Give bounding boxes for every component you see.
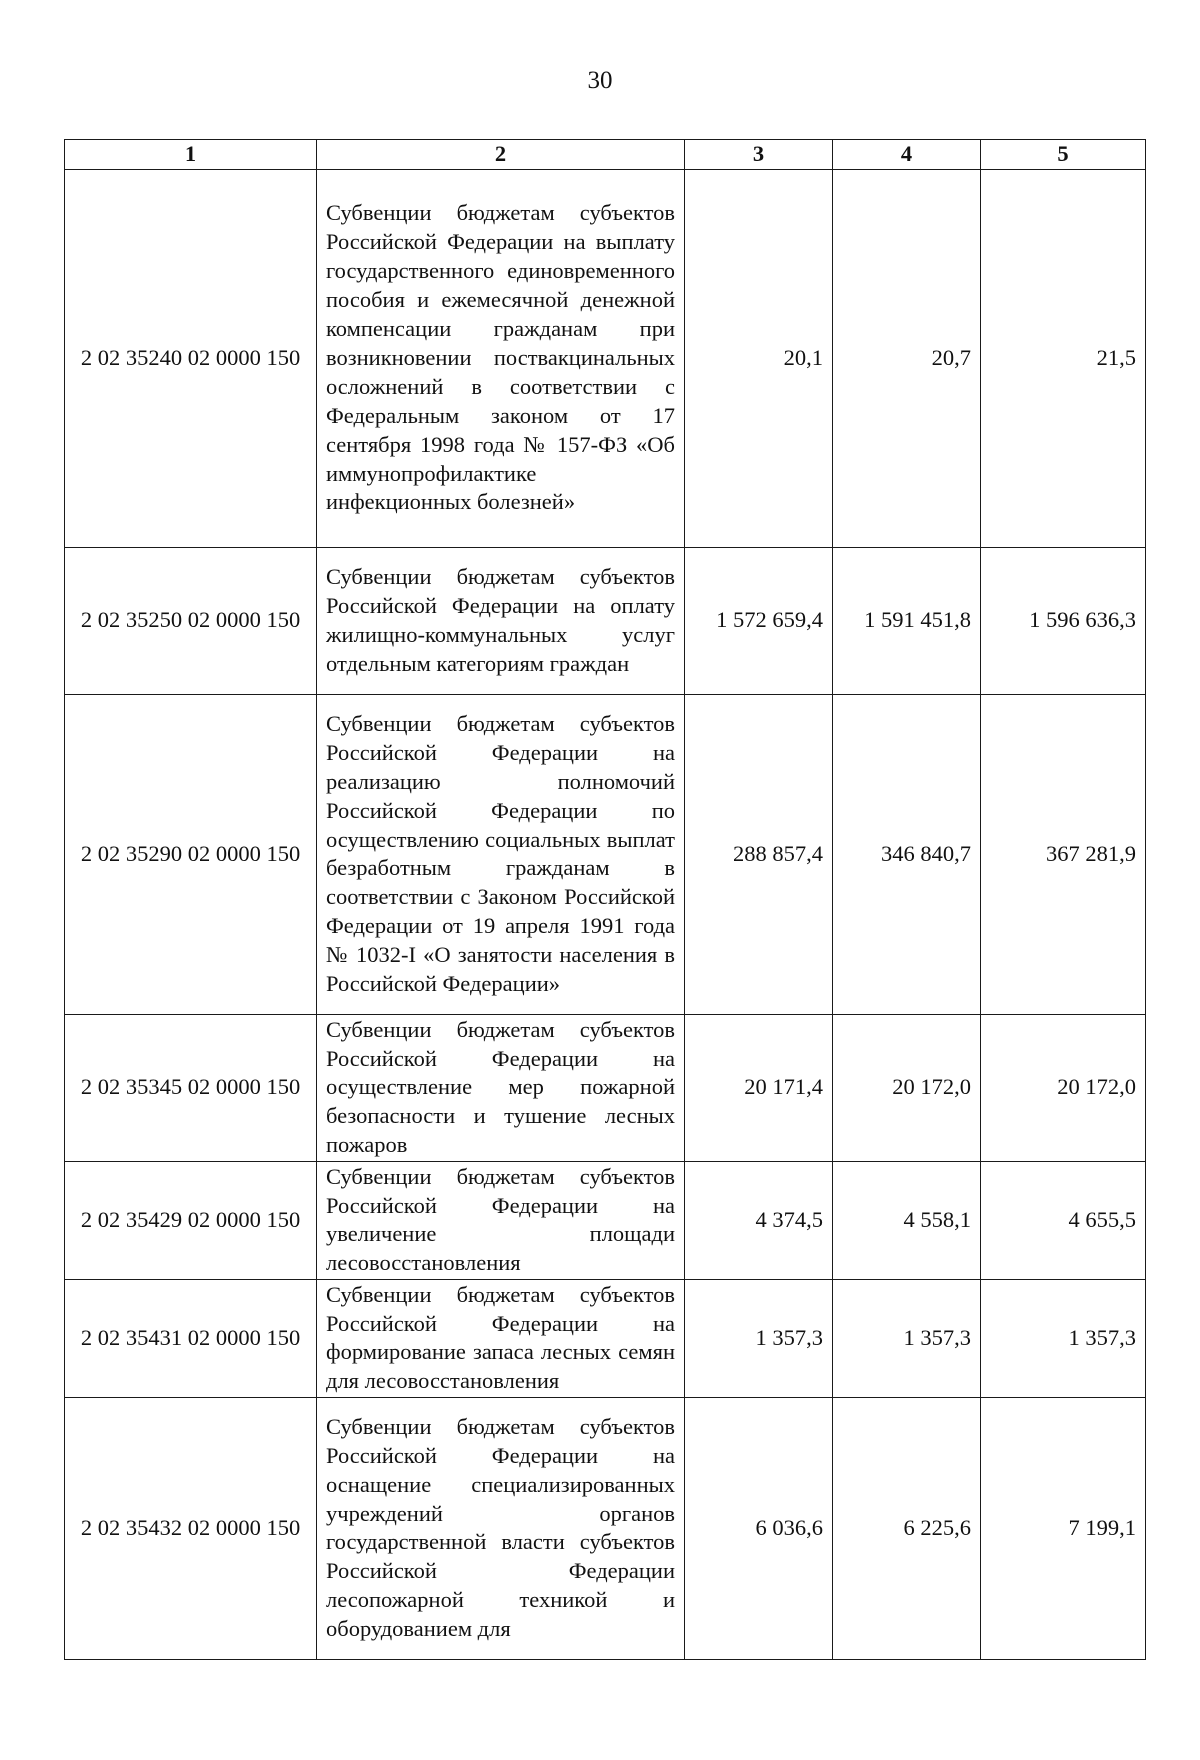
amount-col3: 288 857,4 xyxy=(685,694,833,1014)
table-row xyxy=(65,1279,1146,1397)
amount-col3: 1 357,3 xyxy=(685,1279,833,1397)
amount-col5: 1 357,3 xyxy=(981,1279,1146,1397)
amount-col3: 20,1 xyxy=(685,169,833,547)
table-row xyxy=(65,1014,1146,1161)
income-description: Субвенции бюджетам субъектов Российской Федерации на выплату государственного единовременного пособия и ежемесячной денежной компенсации гражданам при возникновении поствакцинальных осложнений в соответствии с Федеральным законом от 17 сентября 1998 года № 157-ФЗ «Об иммунопрофилактике инфекционных болезней» xyxy=(317,169,685,547)
amount-col4: 4 558,1 xyxy=(833,1161,981,1279)
column-header-2: 2 xyxy=(317,140,685,170)
amount-col4: 6 225,6 xyxy=(833,1397,981,1659)
income-code: 2 02 35345 02 0000 150 xyxy=(65,1014,317,1161)
table-row xyxy=(65,169,1146,547)
amount-col3: 4 374,5 xyxy=(685,1161,833,1279)
amount-col5: 1 596 636,3 xyxy=(981,547,1146,694)
income-code: 2 02 35431 02 0000 150 xyxy=(65,1279,317,1397)
amount-col5: 21,5 xyxy=(981,169,1146,547)
column-header-4: 4 xyxy=(833,140,981,170)
column-header-3: 3 xyxy=(685,140,833,170)
income-description: Субвенции бюджетам субъектов Российской Федерации на увеличение площади лесовосстановления xyxy=(317,1161,685,1279)
amount-col4: 20 172,0 xyxy=(833,1014,981,1161)
income-code: 2 02 35240 02 0000 150 xyxy=(65,169,317,547)
budget-table xyxy=(64,139,1146,1660)
table-row xyxy=(65,1161,1146,1279)
income-description: Субвенции бюджетам субъектов Российской Федерации на осуществление мер пожарной безопасности и тушение лесных пожаров xyxy=(317,1014,685,1161)
amount-col4: 1 591 451,8 xyxy=(833,547,981,694)
page-number: 30 xyxy=(587,67,613,94)
income-description: Субвенции бюджетам субъектов Российской Федерации на формирование запаса лесных семян для лесовосстановления xyxy=(317,1279,685,1397)
amount-col3: 1 572 659,4 xyxy=(685,547,833,694)
amount-col5: 367 281,9 xyxy=(981,694,1146,1014)
amount-col3: 20 171,4 xyxy=(685,1014,833,1161)
income-description: Субвенции бюджетам субъектов Российской Федерации на оплату жилищно-коммунальных услуг отдельным категориям граждан xyxy=(317,547,685,694)
income-code: 2 02 35432 02 0000 150 xyxy=(65,1397,317,1659)
income-description: Субвенции бюджетам субъектов Российской Федерации на реализацию полномочий Российской Федерации по осуществлению социальных выплат безработным гражданам в соответствии с Законом Российской Федерации от 19 апреля 1991 года № 1032-I «О занятости населения в Российской Федерации» xyxy=(317,694,685,1014)
column-header-5: 5 xyxy=(981,140,1146,170)
table-row xyxy=(65,547,1146,694)
amount-col4: 346 840,7 xyxy=(833,694,981,1014)
header-row xyxy=(65,140,1146,170)
amount-col3: 6 036,6 xyxy=(685,1397,833,1659)
table-row xyxy=(65,694,1146,1014)
amount-col4: 1 357,3 xyxy=(833,1279,981,1397)
income-code: 2 02 35429 02 0000 150 xyxy=(65,1161,317,1279)
column-header-1: 1 xyxy=(65,140,317,170)
amount-col5: 20 172,0 xyxy=(981,1014,1146,1161)
amount-col5: 4 655,5 xyxy=(981,1161,1146,1279)
income-code: 2 02 35290 02 0000 150 xyxy=(65,694,317,1014)
table-row xyxy=(65,1397,1146,1659)
amount-col5: 7 199,1 xyxy=(981,1397,1146,1659)
income-description: Субвенции бюджетам субъектов Российской Федерации на оснащение специализированных учреждений органов государственной власти субъектов Российской Федерации лесопожарной техникой и оборудованием для xyxy=(317,1397,685,1659)
income-code: 2 02 35250 02 0000 150 xyxy=(65,547,317,694)
amount-col4: 20,7 xyxy=(833,169,981,547)
